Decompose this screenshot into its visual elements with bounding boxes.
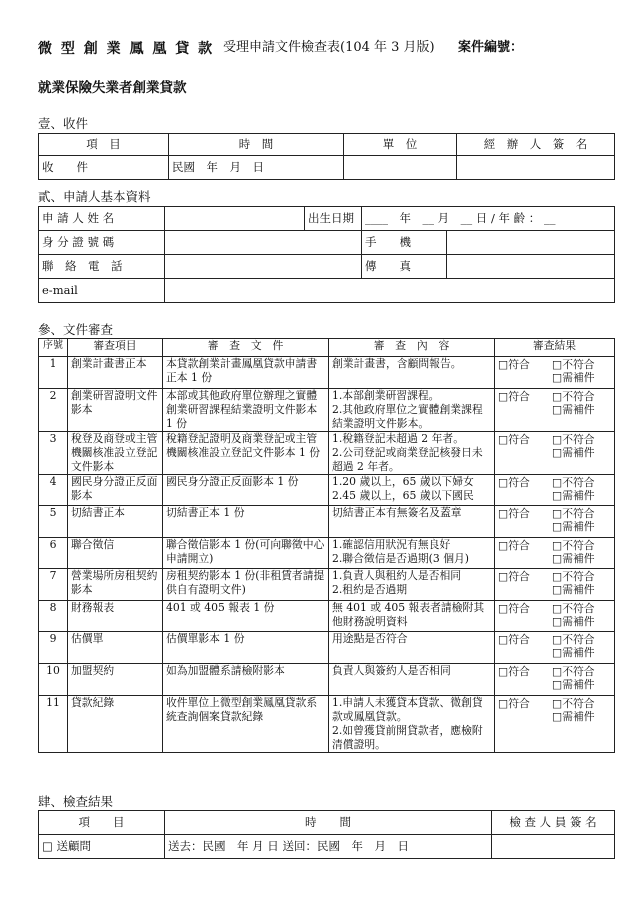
result-match-checkbox[interactable]: □符合: [498, 476, 530, 489]
review-row-content: 無 401 或 405 報表者請檢附其他財務說明資料: [329, 601, 495, 632]
review-row: [39, 475, 615, 506]
result-supplement-checkbox[interactable]: □需補件: [552, 403, 595, 416]
result-match-checkbox[interactable]: □符合: [498, 633, 530, 646]
email-field[interactable]: [165, 279, 615, 303]
result-row-time[interactable]: 送去：民國 年 月 日 送回：民國 年 月 日: [165, 835, 492, 859]
result-table: [38, 810, 615, 859]
review-header-no: 序號: [39, 339, 68, 357]
review-row: [39, 632, 615, 664]
review-row: [39, 696, 615, 753]
section-applicant-title: 貳、申請人基本資料: [38, 189, 151, 204]
review-row-item: 財務報表: [68, 601, 163, 632]
review-row-item: 營業場所房租契約影本: [68, 569, 163, 601]
document-review-table: [38, 338, 615, 753]
review-header-docs: 審 查 文 件: [163, 339, 329, 357]
review-row-result: [495, 357, 615, 389]
review-row-docs: 本貸款創業計畫鳳凰貸款申請書正本 1 份: [163, 357, 329, 389]
review-row-content: 創業計畫書，含顧問報告。: [329, 357, 495, 389]
review-row-content: 用途點是否符合: [329, 632, 495, 664]
receipt-header-signature: 經 辦 人 簽 名: [457, 134, 615, 156]
name-label: 申 請 人 姓 名: [39, 207, 165, 231]
section-result-title: 肆、檢查結果: [38, 794, 114, 809]
phone-field[interactable]: [165, 255, 362, 279]
receipt-row-unit[interactable]: [344, 156, 457, 180]
review-row-content: 1.申請人未獲貸本貸款、微創貸款或鳳凰貸款。 2.如曾獲貸前開貸款者，應檢附清償證明。: [329, 696, 495, 753]
result-nomatch-checkbox[interactable]: □不符合: [552, 570, 595, 583]
review-row-item: 創業研習證明文件影本: [68, 389, 163, 432]
review-row-item: 估價單: [68, 632, 163, 664]
review-row-docs: 稅籍登記證明及商業登記或主管機關核准設立登記文件影本 1 份: [163, 432, 329, 475]
result-match-checkbox[interactable]: □符合: [498, 665, 530, 678]
receipt-header-unit: 單 位: [344, 134, 457, 156]
review-row-content: 1.確認信用狀況有無良好 2.聯合徵信是否過期(3 個月): [329, 538, 495, 569]
result-nomatch-checkbox[interactable]: □不符合: [552, 390, 595, 403]
review-row-result: [495, 601, 615, 632]
review-row-item: 切結書正本: [68, 506, 163, 538]
review-row-result: [495, 506, 615, 538]
review-row-docs: 收件單位上微型創業鳳凰貸款系統查詢個案貸款紀錄: [163, 696, 329, 753]
review-row-content: 1.負責人與租約人是否相同 2.租約是否過期: [329, 569, 495, 601]
review-row-content: 負責人與簽約人是否相同: [329, 664, 495, 696]
result-nomatch-checkbox[interactable]: □不符合: [552, 697, 595, 710]
review-row-docs: 聯合徵信影本 1 份(可向聯徵中心申請開立): [163, 538, 329, 569]
review-row-result: [495, 664, 615, 696]
review-row-result: [495, 632, 615, 664]
mobile-field[interactable]: [447, 231, 615, 255]
review-row: [39, 538, 615, 569]
result-supplement-checkbox[interactable]: □需補件: [552, 710, 595, 723]
review-row-number: 4: [39, 475, 68, 506]
section-receipt-title: 壹、收件: [38, 116, 89, 131]
result-nomatch-checkbox[interactable]: □不符合: [552, 602, 595, 615]
review-row-result: [495, 432, 615, 475]
result-match-checkbox[interactable]: □符合: [498, 358, 530, 371]
result-supplement-checkbox[interactable]: □需補件: [552, 615, 595, 628]
case-number-label: 案件編號：: [458, 40, 524, 55]
review-row-content: 1.稅籍登記未超過 2 年者。 2.公司登記或商業登記核發日未超過 2 年者。: [329, 432, 495, 475]
fax-label: 傳 真: [362, 255, 447, 279]
result-supplement-checkbox[interactable]: □需補件: [552, 552, 595, 565]
review-row-number: 5: [39, 506, 68, 538]
review-row-result: [495, 538, 615, 569]
result-nomatch-checkbox[interactable]: □不符合: [552, 665, 595, 678]
dob-label: 出生日期: [305, 207, 362, 231]
review-row-content: 1.20 歲以上，65 歲以下婦女 2.45 歲以上，65 歲以下國民: [329, 475, 495, 506]
name-field[interactable]: [165, 207, 305, 231]
review-row-number: 1: [39, 357, 68, 389]
review-row: [39, 569, 615, 601]
result-nomatch-checkbox[interactable]: □不符合: [552, 358, 595, 371]
result-match-checkbox[interactable]: □符合: [498, 390, 530, 403]
receipt-header-time: 時 間: [169, 134, 344, 156]
review-row: [39, 664, 615, 696]
review-row-docs: 如為加盟體系請檢附影本: [163, 664, 329, 696]
email-label: e-mail: [39, 279, 165, 303]
review-row-result: [495, 696, 615, 753]
receipt-row-time[interactable]: 民國 年 月 日: [169, 156, 344, 180]
review-row-number: 11: [39, 696, 68, 753]
review-row: [39, 432, 615, 475]
review-row-result: [495, 475, 615, 506]
review-row-docs: 切結書正本 1 份: [163, 506, 329, 538]
review-row-number: 3: [39, 432, 68, 475]
review-row-docs: 401 或 405 報表 1 份: [163, 601, 329, 632]
result-match-checkbox[interactable]: □符合: [498, 602, 530, 615]
review-row-docs: 國民身分證正反面影本 1 份: [163, 475, 329, 506]
receipt-header-item: 項 目: [39, 134, 169, 156]
review-row-item: 貸款紀錄: [68, 696, 163, 753]
result-supplement-checkbox[interactable]: □需補件: [552, 446, 595, 459]
review-header-result: 審查結果: [495, 339, 615, 357]
review-row-content: 1.本部創業研習課程。 2.其他政府單位之實體創業課程結業證明文件影本。: [329, 389, 495, 432]
review-header-item: 審查項目: [68, 339, 163, 357]
review-row-result: [495, 389, 615, 432]
review-row-number: 9: [39, 632, 68, 664]
receipt-row-signature[interactable]: [457, 156, 615, 180]
result-match-checkbox[interactable]: □符合: [498, 433, 530, 446]
review-row-docs: 估價單影本 1 份: [163, 632, 329, 664]
review-row-number: 2: [39, 389, 68, 432]
review-row-item: 國民身分證正反面影本: [68, 475, 163, 506]
result-supplement-checkbox[interactable]: □需補件: [552, 646, 595, 659]
result-supplement-checkbox[interactable]: □需補件: [552, 371, 595, 384]
subtitle: 就業保險失業者創業貸款: [38, 80, 187, 96]
result-nomatch-checkbox[interactable]: □不符合: [552, 507, 595, 520]
result-supplement-checkbox[interactable]: □需補件: [552, 520, 595, 533]
review-row: [39, 357, 615, 389]
result-header-item: 項 目: [39, 811, 165, 835]
result-supplement-checkbox[interactable]: □需補件: [552, 678, 595, 691]
result-nomatch-checkbox[interactable]: □不符合: [552, 539, 595, 552]
review-row: [39, 389, 615, 432]
result-match-checkbox[interactable]: □符合: [498, 570, 530, 583]
applicant-table: [38, 206, 615, 303]
receipt-table: [38, 133, 615, 180]
dob-field[interactable]: ____ 年 __ 月 __ 日 / 年 齡 ： __: [362, 207, 615, 231]
phone-label: 聯 絡 電 話: [39, 255, 165, 279]
result-nomatch-checkbox[interactable]: □不符合: [552, 433, 595, 446]
review-row-item: 創業計畫書正本: [68, 357, 163, 389]
result-header-time: 時 間: [165, 811, 492, 835]
result-nomatch-checkbox[interactable]: □不符合: [552, 476, 595, 489]
checklist-title: 受理申請文件檢查表(104 年 3 月版): [223, 40, 435, 55]
receipt-row-label: 收 件: [39, 156, 169, 180]
review-row-docs: 房租契約影本 1 份(非租賃者請提供自有證明文件): [163, 569, 329, 601]
review-row-item: 加盟契約: [68, 664, 163, 696]
review-row-number: 7: [39, 569, 68, 601]
send-consultant-checkbox[interactable]: □ 送顧問: [39, 835, 165, 859]
fax-field[interactable]: [447, 255, 615, 279]
review-row-number: 8: [39, 601, 68, 632]
review-row: [39, 601, 615, 632]
result-nomatch-checkbox[interactable]: □不符合: [552, 633, 595, 646]
id-label: 身 分 證 號 碼: [39, 231, 165, 255]
review-row-item: 稅登及商登或主管機關核准設立登記文件影本: [68, 432, 163, 475]
program-title: 微 型 創 業 鳳 凰 貸 款: [38, 41, 215, 57]
review-header-content: 審 查 內 容: [329, 339, 495, 357]
review-row-number: 10: [39, 664, 68, 696]
result-match-checkbox[interactable]: □符合: [498, 539, 530, 552]
mobile-label: 手 機: [362, 231, 447, 255]
review-row-item: 聯合徵信: [68, 538, 163, 569]
result-supplement-checkbox[interactable]: □需補件: [552, 489, 595, 502]
result-supplement-checkbox[interactable]: □需補件: [552, 583, 595, 596]
result-header-signature: 檢 查 人 員 簽 名: [492, 811, 615, 835]
id-field[interactable]: [165, 231, 362, 255]
result-row-signature[interactable]: [492, 835, 615, 859]
result-match-checkbox[interactable]: □符合: [498, 507, 530, 520]
review-row-content: 切結書正本有無簽名及蓋章: [329, 506, 495, 538]
review-row: [39, 506, 615, 538]
review-row-number: 6: [39, 538, 68, 569]
result-match-checkbox[interactable]: □符合: [498, 697, 530, 710]
review-row-result: [495, 569, 615, 601]
section-review-title: 參、文件審查: [38, 322, 114, 337]
review-row-docs: 本部或其他政府單位辦理之實體創業研習課程結業證明文件影本 1 份: [163, 389, 329, 432]
